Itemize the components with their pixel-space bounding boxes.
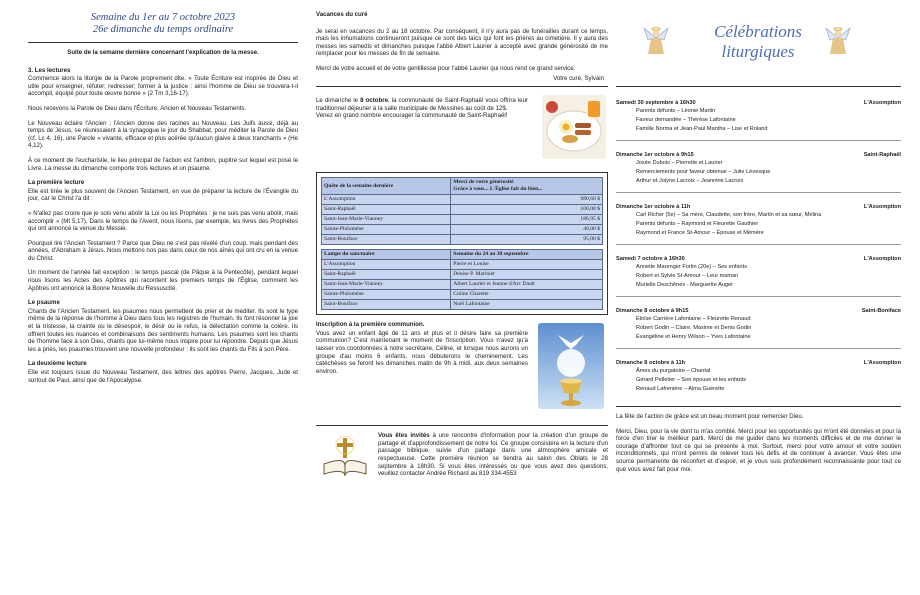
first-reading-heading: La première lecture <box>28 179 85 187</box>
parish-name: Sainte-Philomène <box>322 290 451 300</box>
mass-intention: Faveur demandée – Thérèse Lafontaine <box>636 117 736 123</box>
mass-intention: Âmes du purgatoire – Chantal <box>636 368 711 374</box>
sanctuary-lamp-table <box>321 249 603 310</box>
psalm-paragraph: Chants de l'Ancien Testament, les psaumes nous permettent de prier et de méditer. Ils sont le type même de la réponse de l'homme à Dieu dans tous les registres de l'humain. Ils font résonner la joie et la tristesse, la crainte ou le désespoir, le désir ou le refus, la délectation comme la colère. Ils offrent toutes les nuances et combinaisons des sentiments humains. Les psaumes sont les chants de l'homme face à son Dieu, chants que lui-même nous inspire pour lui répondre. Depuis que Jésus les a priés, les psaumes trouvent une nouvelle profondeur : ils sont les chants du Fils à son Père. <box>28 307 298 353</box>
mass-intention: Éloïse Carrière Lafontaine – Fleurette Renaud <box>636 316 751 322</box>
table-row <box>322 205 603 215</box>
parish-name: Saint-Boniface <box>322 235 451 245</box>
invitation-lead: Vous êtes invités <box>378 432 430 440</box>
mass-date: Samedi 30 septembre à 16h30 <box>616 100 696 106</box>
mass-place: L'Assomption <box>863 100 901 106</box>
eucharist-image <box>538 323 604 409</box>
first-communion-block <box>316 321 608 425</box>
parish-name: Saint-Jean-Marie-Vianney <box>322 280 451 290</box>
second-reading-heading: La deuxième lecture <box>28 360 87 368</box>
parish-name: Saint-Jean-Marie-Vianney <box>322 215 451 225</box>
celebrations-title-line2: liturgiques <box>721 42 795 61</box>
vacation-heading: Vacances du curé <box>316 11 368 18</box>
lectures-paragraph: Commence alors la liturgie de la Parole proprement dite. « Toute Écriture est inspirée de Dieu et utile pour enseigner, réfuter; redresser; former à la justice : ainsi l'homme de Dieu se trouvera-t-il accompli, équipé pour toute œuvre bonne » (2 Tm 3,16-17). <box>28 75 298 98</box>
thanksgiving-intro: La fête de l'action de grâce est un beau moment pour remercier Dieu. <box>616 413 804 420</box>
mass-intention: Josée Dubois – Pierrette et Laurier <box>636 160 723 166</box>
mass-date: Dimanche 8 octobre à 9h15 <box>616 308 689 314</box>
mass-entry <box>616 151 901 186</box>
lamp-header-left: Lampe du sanctuaire <box>322 250 451 260</box>
mass-divider <box>616 140 901 141</box>
offering-amount: 100,00 $ <box>451 205 603 215</box>
table-row <box>322 290 603 300</box>
mass-header <box>616 203 901 211</box>
mass-header <box>616 307 901 315</box>
lectures-heading: 3. Les lectures <box>28 66 71 74</box>
breakfast-text <box>316 97 528 120</box>
mass-intention: Murielle Deschênes - Marguerite Auger <box>636 282 734 288</box>
right-column <box>616 0 901 595</box>
mass-entry <box>616 99 901 134</box>
mass-divider <box>616 296 901 297</box>
mass-date: Dimanche 8 octobre à 11h <box>616 360 686 366</box>
lamp-header-row <box>322 250 603 260</box>
breakfast-suffix: , la communauté de Saint-Raphaël vous offrira leur traditionnel déjeuner à la salle municipale de Messines au coût de 12$. <box>316 97 528 112</box>
vacation-paragraph: Je serai en vacances du 2 au 18 octobre. Par conséquent, il n'y aura pas de funérailles durant ce temps, mais les inhumations continueront puisque ce sont des laïcs qui font les prières au cimetière. Il y aura des messes les samedis et dimanches puisque l'abbé Albert Laurier a accepté avec grande générosité de me remplacer pour les messes de fin de semaine. <box>316 27 608 58</box>
mass-divider <box>616 192 901 193</box>
mass-place: Saint-Raphaël <box>863 152 901 158</box>
breakfast-block <box>316 97 608 167</box>
mass-place: L'Assomption <box>863 204 901 210</box>
mass-intention: Parents défunts – Raymond et Fleurette Gauthier <box>636 221 759 227</box>
mass-entry <box>616 359 901 394</box>
mass-schedule <box>616 99 901 394</box>
middle-column <box>316 0 608 595</box>
mass-explanation-subtitle: Suite de la semaine dernière concernant l'explication de la messe. <box>67 49 259 56</box>
mass-intention: Annette Marenger Fortin (20e) – Ses enfants <box>636 264 748 270</box>
offerings-header-tagline: Grâce à vous... L'Église fait du bien... <box>453 186 543 193</box>
offerings-header-thanks: Merci de votre générosité <box>453 179 514 186</box>
mass-date: Samedi 7 octobre à 16h30 <box>616 256 685 262</box>
first-communion-paragraph: Vous avez un enfant âgé de 11 ans et plus et il désire faire sa première communion? C'est maintenant le moment de l'inscription. Vous n'avez qu'à laisser vos coordonnées à notre secrétaire, Céline, et lorsque nous aurons un groupe d'au moins 6 enfants, nous débuterons le cheminement. Les catéchèses se feront les dimanches matin de 9h à midi, aux deux semaines environ. <box>316 329 528 375</box>
donor-name: Albert Laurier et Jeanne d'Arc Dault <box>451 280 603 290</box>
table-row <box>322 235 603 245</box>
first-communion-text <box>316 321 528 375</box>
table-row <box>322 280 603 290</box>
parish-name: Saint-Boniface <box>322 300 451 310</box>
faith-group-block <box>316 432 608 478</box>
thanksgiving-prayer: Merci, Dieu, pour la vie dont tu m'as comblé. Merci pour les opportunités qui m'ont été données et pour la force d'en tirer le meilleur parti. Merci de me guider dans les moments difficiles et de me donner le courage d'affronter tout ce qui se présente à moi. Surtout, merci pour votre amour et votre soutien inconditionnels, qui m'ont permis de relever tous les défis et de continuer à avancer. Vous êtes une source permanente de réconfort et d'espoir, et je vous suis profondément reconnaissante pour tout ce que vous avez fait pour moi. <box>616 427 901 473</box>
lectures-paragraph: À ce moment de l'eucharistie, le lieu principal de l'action est l'ambon, pupitre sur lequel est posé le Livre. La messe du dimanche comporte trois lectures et un psaume. <box>28 156 298 172</box>
week-header <box>28 12 298 36</box>
mass-header <box>616 359 901 367</box>
table-row <box>322 260 603 270</box>
breakfast-plate-image <box>542 95 606 159</box>
parish-name: Sainte-Philomène <box>322 225 451 235</box>
celebrations-header <box>616 0 901 86</box>
first-communion-heading: Inscription à la première communion. <box>316 321 425 329</box>
thanksgiving-divider <box>616 406 901 407</box>
lectures-paragraph: Le Nouveau éclaire l'Ancien ; l'Ancien donne des racines au Nouveau. Les Juifs aussi, déjà au temps de Jésus, se réunissaient à la synagogue le jour du Shabbat, pour méditer la Parole de Dieu (cf. Lc 4, 16), une Parole « vivante, efficace et plus acérée qu'aucun glaive à deux tranchants » (He 4,12). <box>28 119 298 150</box>
first-reading-paragraph: Pourquoi lire l'Ancien Testament ? Parce que Dieu ne s'est pas révélé d'un coup, mais pendant des années, d'Abraham à Jésus. Nous mettons nos pas dans ceux de nos aînés qui ont cru en la venue du Christ. <box>28 239 298 262</box>
mass-entry <box>616 203 901 238</box>
mass-intention: Robert et Sylvie St-Amour – Leur maman <box>636 273 739 279</box>
lectures-paragraph: Nous recevons la Parole de Dieu dans l'Écriture, Ancien et Nouveau Testaments. <box>28 104 247 112</box>
parish-name: L'Assomption <box>322 195 451 205</box>
faith-group-paragraph <box>378 432 608 478</box>
mass-intention: Carl Richer (5e) – Sa mère, Claudette, son frère, Martin et sa sœur, Mélina <box>636 212 822 218</box>
second-reading-paragraph: Elle est toujours issue du Nouveau Testament, des lettres des apôtres Pierre, Jacques, Jude et surtout de Paul, ainsi que de l'Apocalypse. <box>28 369 298 384</box>
mass-intention: Remerciements pour faveur obtenue – Julie Lévesque <box>636 169 771 175</box>
celebrations-divider <box>616 86 901 87</box>
celebrations-title-line1: Célébrations <box>714 22 802 41</box>
mass-intention: Robert Godin – Claire, Maxime et Denis Godin <box>636 325 752 331</box>
left-column <box>28 0 298 595</box>
table-row <box>322 225 603 235</box>
offerings-header-right <box>451 178 603 195</box>
mass-intention: Renaud Lafrenière – Alma Guérette <box>636 386 725 392</box>
offering-amount: 980,60 $ <box>451 195 603 205</box>
breakfast-prefix: Le dimanche le <box>316 97 361 105</box>
breakfast-date: 8 octobre <box>360 97 388 105</box>
signature: Votre curé, Sylvain <box>553 74 604 82</box>
mass-intention: Raymond et France St-Amour – Épouse et Mémère <box>636 230 764 236</box>
donor-name: Pierre et Louise <box>451 260 603 270</box>
mass-entry <box>616 307 901 342</box>
donor-name: Denise P. Marinier <box>451 270 603 280</box>
offerings-box <box>316 172 608 315</box>
angel-left-icon <box>638 24 674 58</box>
first-reading-paragraph: « N'allez pas croire que je sois venu abolir la Loi ou les Prophètes : je ne suis pas venu abolir, mais accomplir » (Mt 5,17). Dans le temps de l'Avent, nous lisons, par exemple, les livres des Prophètes qui ont annoncé la venue du Messie. <box>28 209 298 233</box>
offerings-header-row <box>322 178 603 195</box>
first-reading-paragraph: Un moment de l'année fait exception : le temps pascal (de Pâque à la Pentecôte), pendant lequel nous lisons les Actes des Apôtres qui racontent les premiers temps de l'Église, comment les Apôtres ont annoncé la Bonne Nouvelle du Ressuscité. <box>28 269 298 292</box>
parish-name: L'Assomption <box>322 260 451 270</box>
offerings-header-left: Quête de la semaine dernière <box>322 178 451 195</box>
table-row <box>322 215 603 225</box>
vacation-paragraph: Merci de votre accueil et de votre gentillesse pour l'abbé Laurier qui nous rend ce grand service. <box>316 64 576 72</box>
mass-header <box>616 99 901 107</box>
mass-divider <box>616 244 901 245</box>
invitation-text: à une rencontre d'information pour la création d'un groupe de partage et d'approfondissement de notre foi. Ce groupe consistera en la lecture d'un passage biblique, suivie d'un partage dans une atmosphère amicale et respectueuse. Cette première réunion se tiendra au salon des Oblats le 28 septembre à 18h30. Si vous êtes intéressés ou que vous avez des questions, veuillez contacter Andrée Richard au 819 334-4553 <box>378 432 608 478</box>
mass-intention: Évangéline et Henry Wilson – Yves Lafontaine <box>636 334 751 340</box>
offering-amount: 186,95 $ <box>451 215 603 225</box>
lamp-header-right: Semaine du 24 au 30 septembre <box>451 250 603 260</box>
mass-intention: Arthur et Jolyne Lacroix – Jeannine Lacroix <box>636 178 744 184</box>
table-row <box>322 300 603 310</box>
offerings-table <box>321 177 603 245</box>
first-reading-paragraph: Elle est tirée le plus souvent de l'Ancien Testament, en vue de préparer la lecture de l'Évangile du jour, car le Christ l'a dit : <box>28 187 298 203</box>
offering-amount: 40,00 $ <box>451 225 603 235</box>
offering-amount: 95,00 $ <box>451 235 603 245</box>
donor-name: Coline Charette <box>451 290 603 300</box>
mass-date: Dimanche 1er octobre à 9h15 <box>616 152 694 158</box>
mass-intention: Gérard Pelletier – Son épouse et les enfants <box>636 377 747 383</box>
communion-divider <box>316 425 608 426</box>
donor-name: Noël Lafontaine <box>451 300 603 310</box>
parish-name: Saint-Raphaël <box>322 270 451 280</box>
mass-place: L'Assomption <box>863 360 901 366</box>
sunday-title: 26e dimanche du temps ordinaire <box>92 24 234 35</box>
week-title: Semaine du 1er au 7 octobre 2023 <box>90 12 236 23</box>
psalm-heading: Le psaume <box>28 299 60 307</box>
parish-name: Saint-Raphaël <box>322 205 451 215</box>
mass-intention: Famille Norma et Jean-Paul Mantha – Lise et Roland <box>636 126 768 132</box>
angel-right-icon <box>820 24 856 58</box>
celebrations-title <box>678 22 838 62</box>
bible-image <box>318 436 372 480</box>
breakfast-invite: Venez en grand nombre encourager la communauté de Saint-Raphaël! <box>316 112 508 120</box>
mass-entry <box>616 255 901 290</box>
mass-header <box>616 255 901 263</box>
mass-place: Saint-Boniface <box>861 308 901 314</box>
mass-place: L'Assomption <box>863 256 901 262</box>
mass-intention: Parents défunts – Léonie Martin <box>636 108 716 114</box>
mass-header <box>616 151 901 159</box>
mass-date: Dimanche 1er octobre à 11h <box>616 204 691 210</box>
table-row <box>322 270 603 280</box>
vacation-divider <box>316 86 608 87</box>
header-divider <box>28 42 298 43</box>
mass-divider <box>616 348 901 349</box>
table-row <box>322 195 603 205</box>
